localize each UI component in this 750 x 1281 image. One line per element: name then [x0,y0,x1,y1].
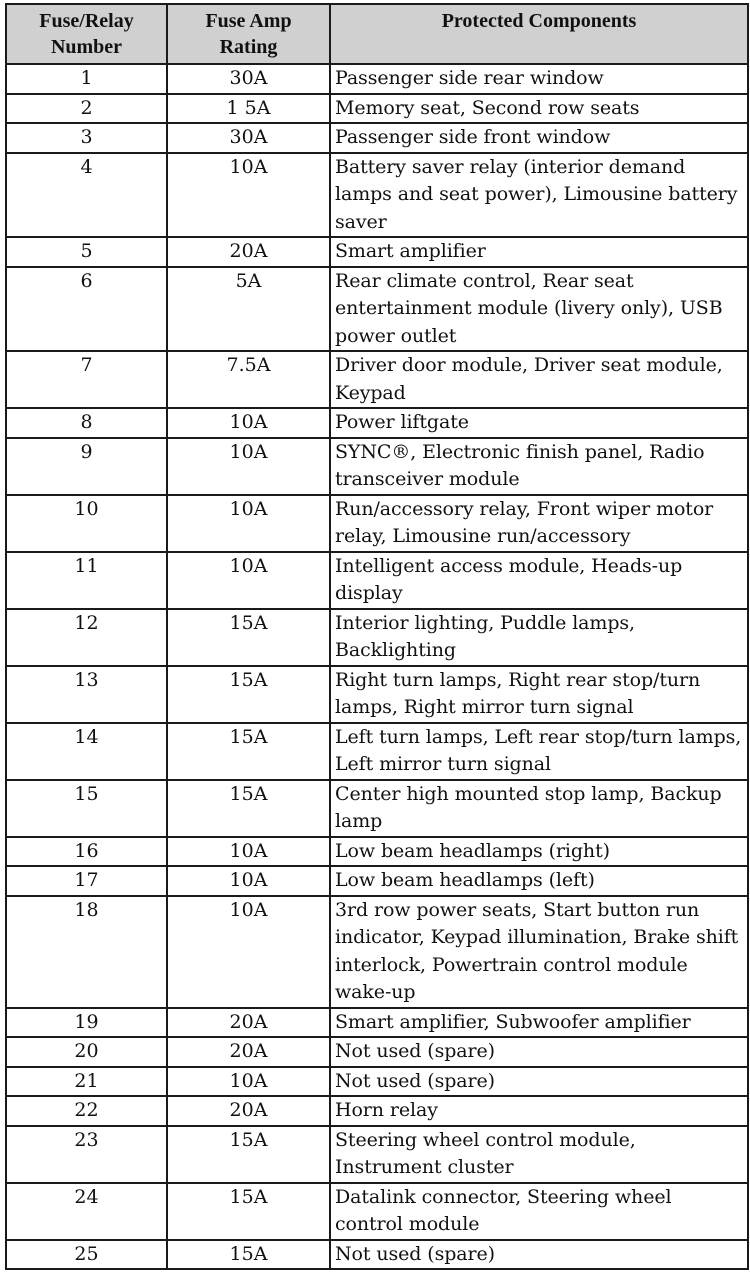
amp-rating-cell: 7.5A [167,351,330,408]
table-row-4 [6,153,748,238]
fuse-number-cell: 8 [6,408,167,438]
protected-components-cell: Smart amplifier, Subwoofer amplifier [330,1008,748,1038]
table-row-5 [6,237,748,267]
amp-rating-cell: 15A [167,609,330,666]
amp-rating-cell: 10A [167,837,330,867]
table-row-24 [6,1183,748,1240]
amp-rating-cell: 15A [167,780,330,837]
protected-components-cell: Rear climate control, Rear seat entertainment module (livery only), USB power outlet [330,267,748,352]
amp-rating-cell: 10A [167,896,330,1008]
table-row-2 [6,94,748,124]
fuse-number-cell: 24 [6,1183,167,1240]
table-row-15 [6,780,748,837]
table-row-25 [6,1240,748,1270]
protected-components-cell: Passenger side rear window [330,64,748,94]
protected-components-cell: Passenger side front window [330,123,748,153]
protected-components-cell: Horn relay [330,1096,748,1126]
fuse-number-cell: 22 [6,1096,167,1126]
fuse-number-cell: 10 [6,495,167,552]
fuse-number-cell: 9 [6,438,167,495]
protected-components-cell: Run/accessory relay, Front wiper motor relay, Limousine run/accessory [330,495,748,552]
header-fuse-relay-number-line1: Fuse/Relay [39,10,134,32]
fuse-number-cell: 23 [6,1126,167,1183]
fuse-number-cell: 1 [6,64,167,94]
fuse-number-cell: 12 [6,609,167,666]
fuse-number-cell: 4 [6,153,167,238]
amp-rating-cell: 20A [167,237,330,267]
table-row-19 [6,1008,748,1038]
protected-components-cell: Steering wheel control module, Instrument cluster [330,1126,748,1183]
protected-components-cell: SYNC®, Electronic finish panel, Radio transceiver module [330,438,748,495]
table-row-18 [6,896,748,1008]
protected-components-cell: Not used (spare) [330,1067,748,1097]
amp-rating-cell: 10A [167,495,330,552]
amp-rating-cell: 10A [167,438,330,495]
table-row-6 [6,267,748,352]
amp-rating-cell: 10A [167,153,330,238]
header-fuse-amp-rating-line1: Fuse Amp [205,10,292,32]
fuse-number-cell: 14 [6,723,167,780]
header-fuse-amp-rating [167,4,330,64]
fuse-table [5,3,749,1270]
protected-components-cell: Right turn lamps, Right rear stop/turn lamps, Right mirror turn signal [330,666,748,723]
protected-components-cell: 3rd row power seats, Start button run indicator, Keypad illumination, Brake shift interlock, Powertrain control module wake-up [330,896,748,1008]
protected-components-cell: Interior lighting, Puddle lamps, Backlighting [330,609,748,666]
table-row-22 [6,1096,748,1126]
table-header [6,4,748,64]
header-fuse-relay-number-line2: Number [50,36,123,58]
fuse-number-cell: 2 [6,94,167,124]
header-protected-components [330,4,748,64]
amp-rating-cell: 30A [167,64,330,94]
fuse-number-cell: 7 [6,351,167,408]
amp-rating-cell: 20A [167,1096,330,1126]
protected-components-cell: Left turn lamps, Left rear stop/turn lamps, Left mirror turn signal [330,723,748,780]
table-row-10 [6,495,748,552]
protected-components-cell: Driver door module, Driver seat module, Keypad [330,351,748,408]
header-row [6,4,748,64]
header-protected-components-label: Protected Components [441,10,637,32]
amp-rating-cell: 10A [167,408,330,438]
fuse-number-cell: 19 [6,1008,167,1038]
fuse-number-cell: 18 [6,896,167,1008]
fuse-number-cell: 25 [6,1240,167,1270]
table-row-3 [6,123,748,153]
amp-rating-cell: 1 5A [167,94,330,124]
protected-components-cell: Power liftgate [330,408,748,438]
table-row-17 [6,866,748,896]
fuse-number-cell: 16 [6,837,167,867]
amp-rating-cell: 10A [167,866,330,896]
fuse-number-cell: 5 [6,237,167,267]
amp-rating-cell: 5A [167,267,330,352]
amp-rating-cell: 15A [167,666,330,723]
table-row-9 [6,438,748,495]
fuse-number-cell: 20 [6,1037,167,1067]
table-row-21 [6,1067,748,1097]
fuse-number-cell: 6 [6,267,167,352]
amp-rating-cell: 15A [167,1240,330,1270]
amp-rating-cell: 15A [167,1126,330,1183]
protected-components-cell: Not used (spare) [330,1240,748,1270]
fuse-number-cell: 17 [6,866,167,896]
fuse-number-cell: 3 [6,123,167,153]
header-fuse-relay-number [6,4,167,64]
protected-components-cell: Low beam headlamps (right) [330,837,748,867]
table-row-16 [6,837,748,867]
amp-rating-cell: 20A [167,1037,330,1067]
protected-components-cell: Intelligent access module, Heads-up display [330,552,748,609]
protected-components-cell: Not used (spare) [330,1037,748,1067]
table-row-23 [6,1126,748,1183]
table-row-12 [6,609,748,666]
amp-rating-cell: 15A [167,723,330,780]
fuse-number-cell: 11 [6,552,167,609]
table-row-11 [6,552,748,609]
table-row-20 [6,1037,748,1067]
table-body [6,64,748,1269]
fuse-number-cell: 15 [6,780,167,837]
table-row-13 [6,666,748,723]
protected-components-cell: Low beam headlamps (left) [330,866,748,896]
table-row-7 [6,351,748,408]
protected-components-cell: Datalink connector, Steering wheel control module [330,1183,748,1240]
amp-rating-cell: 10A [167,1067,330,1097]
table-row-8 [6,408,748,438]
protected-components-cell: Smart amplifier [330,237,748,267]
amp-rating-cell: 15A [167,1183,330,1240]
fuse-number-cell: 21 [6,1067,167,1097]
amp-rating-cell: 30A [167,123,330,153]
amp-rating-cell: 10A [167,552,330,609]
amp-rating-cell: 20A [167,1008,330,1038]
protected-components-cell: Battery saver relay (interior demand lamps and seat power), Limousine battery saver [330,153,748,238]
fuse-number-cell: 13 [6,666,167,723]
header-fuse-amp-rating-line2: Rating [219,36,278,58]
table-row-14 [6,723,748,780]
protected-components-cell: Center high mounted stop lamp, Backup lamp [330,780,748,837]
table-row-1 [6,64,748,94]
protected-components-cell: Memory seat, Second row seats [330,94,748,124]
